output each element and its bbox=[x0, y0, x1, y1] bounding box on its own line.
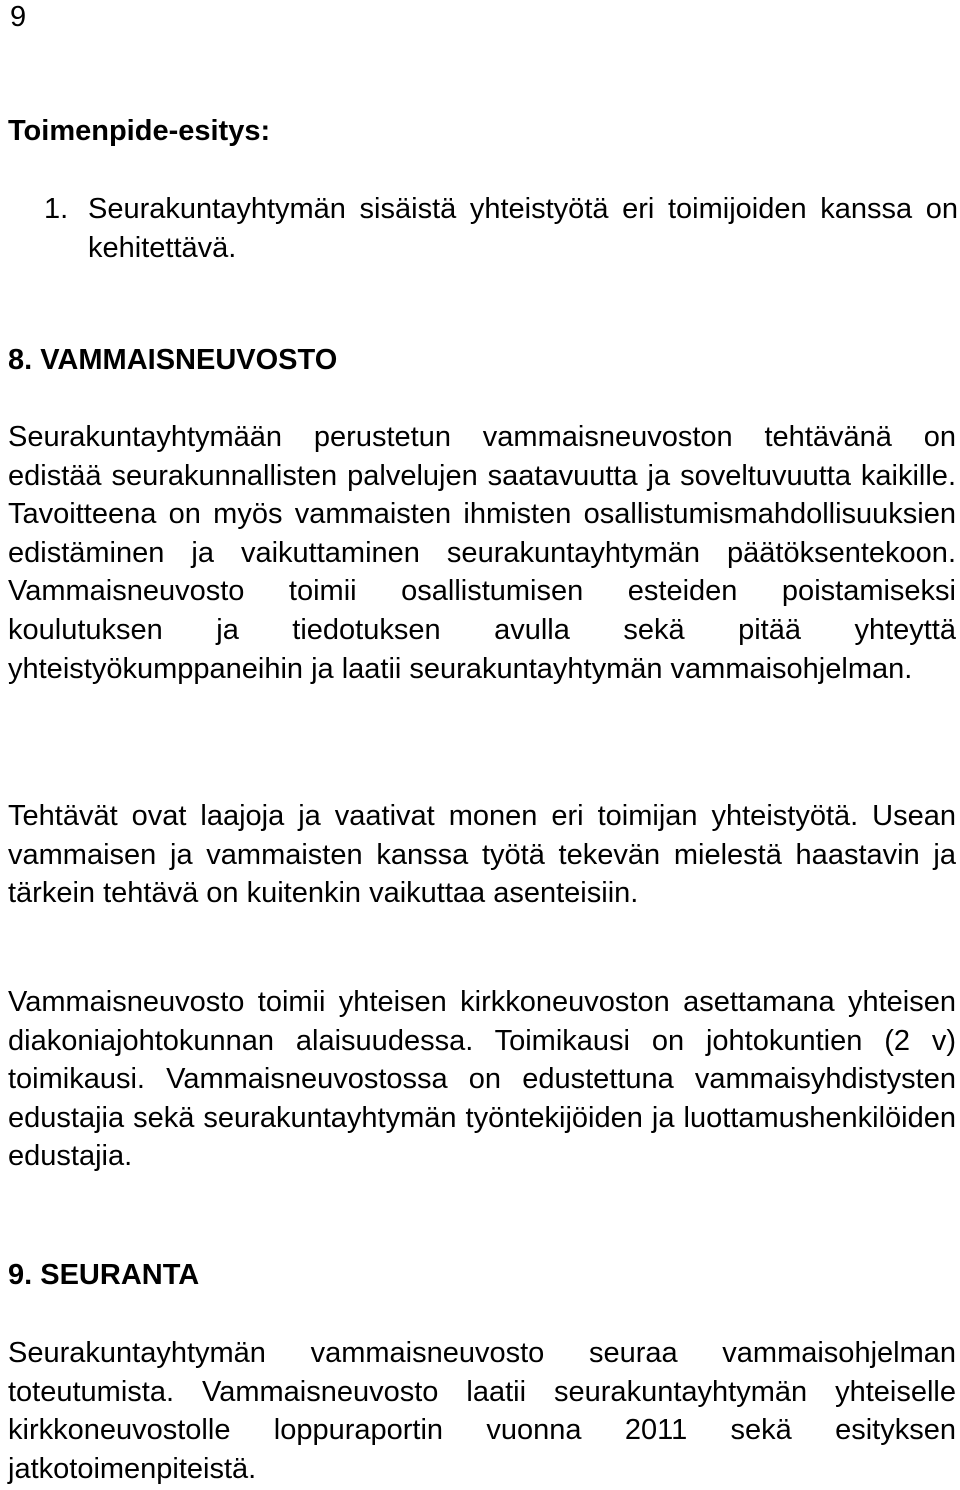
list-item-number: 1. bbox=[44, 193, 69, 225]
section-8-heading: 8. VAMMAISNEUVOSTO bbox=[8, 344, 338, 376]
section-9 bbox=[8, 1256, 956, 1294]
section-8-paragraph: Vammaisneuvosto toimii yhteisen kirkkoneuvoston asettamana yhteisen diakoniajohtokunnan alaisuudessa. Toimikausi on johtokuntien (2 v) toimikausi. Vammaisneuvostossa on edustettuna vammaisyhdistysten edustajia sekä seurakuntayhtymän työntekijöiden ja luottamushenkilöiden edustajia. bbox=[8, 986, 956, 1173]
list-item bbox=[44, 190, 958, 267]
proposal-section bbox=[8, 112, 956, 150]
section-8 bbox=[8, 341, 956, 379]
section-8-paragraph: Tehtävät ovat laajoja ja vaativat monen eri toimijan yhteistyötä. Usean vammaisen ja vammaisten kanssa työtä tekevän mielestä haastavin ja tärkein tehtävä on kuitenkin vaikuttaa asenteisiin. bbox=[8, 800, 956, 910]
section-8-paragraph: Seurakuntayhtymään perustetun vammaisneuvoston tehtävänä on edistää seurakunnallisten palvelujen saatavuutta ja soveltuvuutta kaikille. Tavoitteena on myös vammaisten ihmisten osallistumismahdollisuuksien edistäminen ja vaikuttaminen seurakuntayhtymän päätöksentekoon. Vammaisneuvosto toimii osallistumisen esteiden poistamiseksi koulutuksen ja tiedotuksen avulla sekä pitää yhteyttä yhteistyökumppaneihin ja laatii seurakuntayhtymän vammaisohjelman. bbox=[8, 421, 956, 685]
section-8-paragraph-3-block bbox=[8, 983, 956, 1176]
proposal-heading: Toimenpide-esitys: bbox=[8, 115, 271, 147]
section-8-paragraph-1-block bbox=[8, 418, 956, 688]
section-9-paragraph: Seurakuntayhtymän vammaisneuvosto seuraa vammaisohjelman toteutumista. Vammaisneuvosto laatii seurakuntayhtymän yhteiselle kirkkoneuvostolle loppuraportin vuonna 2011 sekä esityksen jatkotoimenpiteistä. bbox=[8, 1337, 956, 1485]
list-item-text: Seurakuntayhtymän sisäistä yhteistyötä eri toimijoiden kanssa on kehitettävä. bbox=[88, 193, 958, 264]
section-9-heading: 9. SEURANTA bbox=[8, 1259, 200, 1291]
page-number: 9 bbox=[10, 1, 27, 33]
section-9-paragraph-block bbox=[8, 1334, 956, 1488]
proposal-list bbox=[44, 190, 958, 267]
section-8-paragraph-2-block bbox=[8, 797, 956, 913]
